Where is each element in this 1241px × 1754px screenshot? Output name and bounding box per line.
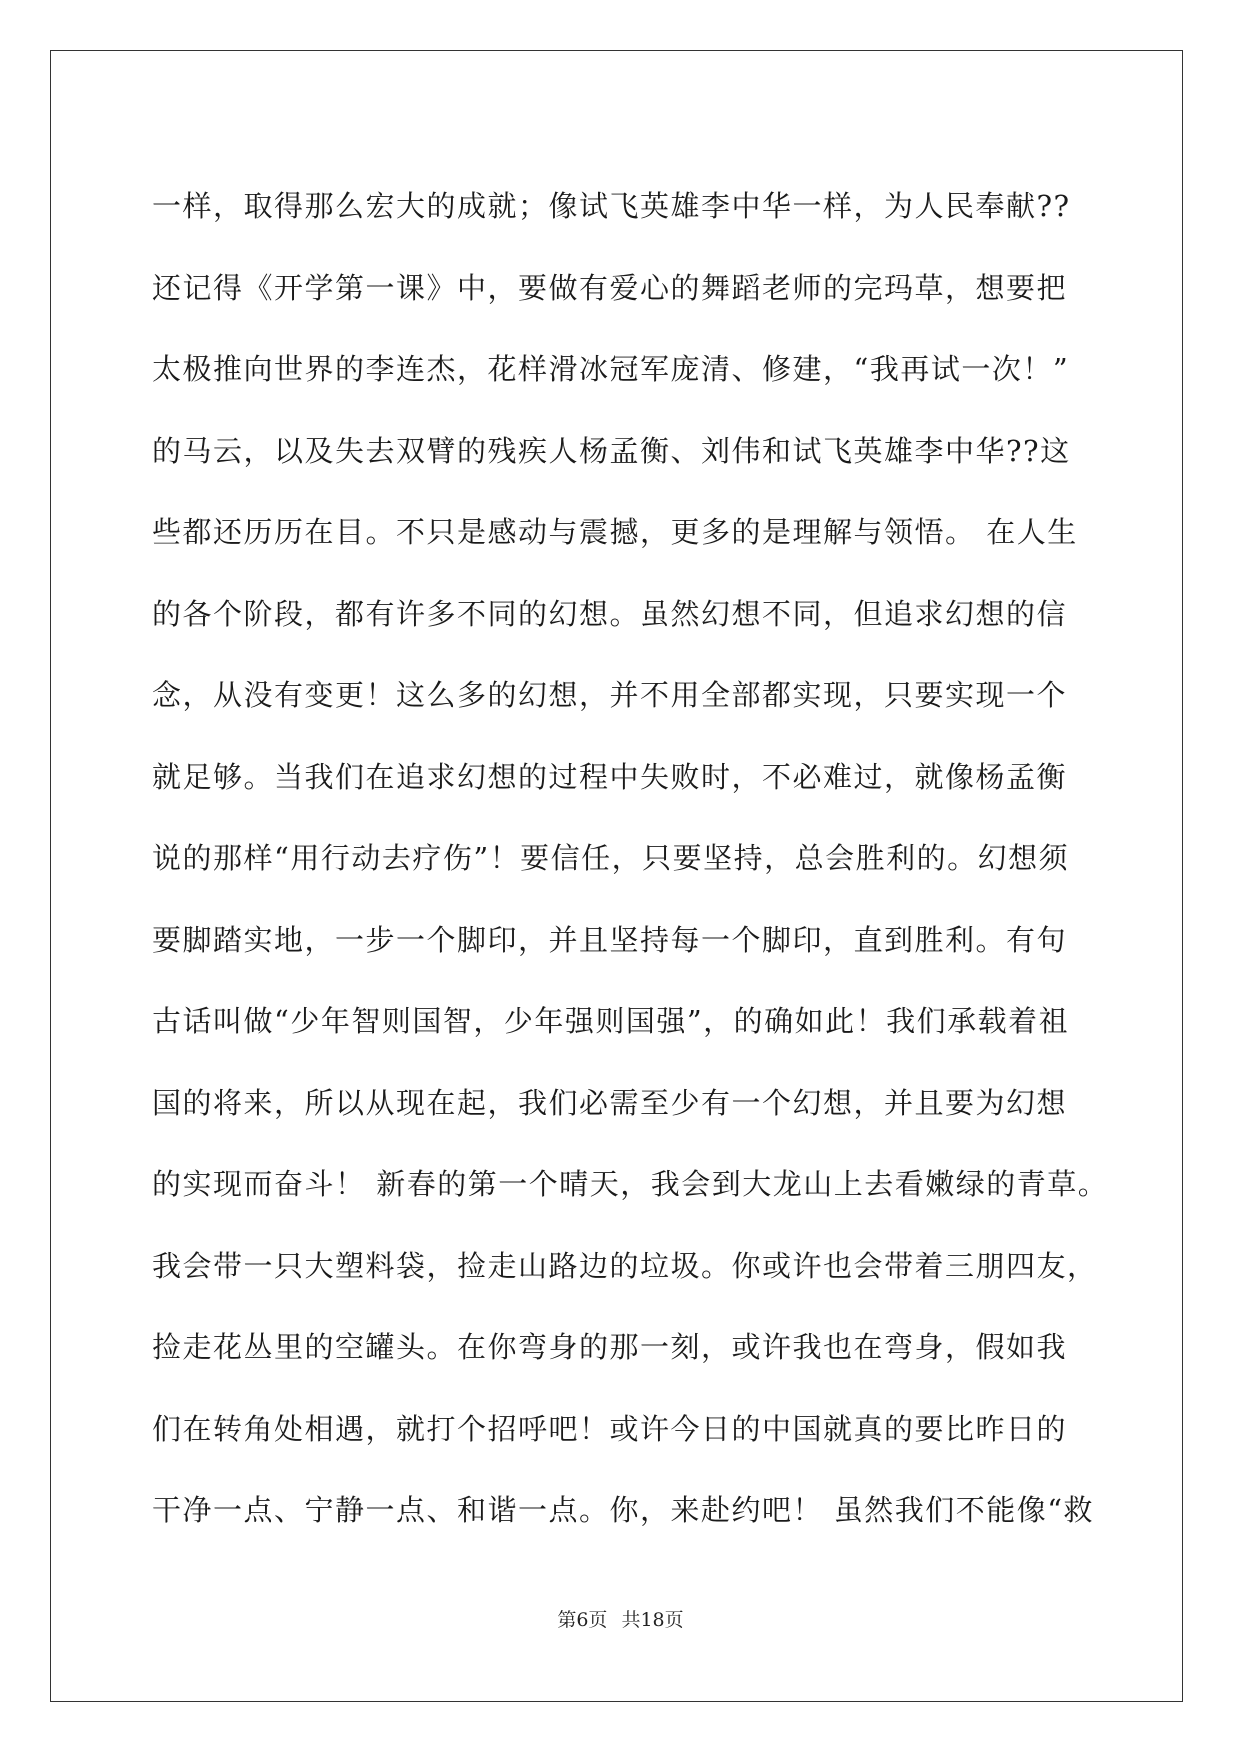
text-line-12: 国的将来，所以从现在起，我们必需至少有一个幻想，并且要为幻想 xyxy=(152,1085,1068,1120)
text-line-5: 些都还历历在目。不只是感动与震撼，更多的是理解与领悟。 在人生 xyxy=(152,515,1078,549)
text-line-15: 捡走花丛里的空罐头。在你弯身的那一刻，或许我也在弯身，假如我 xyxy=(152,1330,1068,1364)
text-line-4: 的马云，以及失去双臂的残疾人杨孟衡、刘伟和试飞英雄李中华??这 xyxy=(152,433,1071,468)
text-line-14: 我会带一只大塑料袋，捡走山路边的垃圾。你或许也会带着三朋四友， xyxy=(152,1248,1098,1283)
document-body xyxy=(152,166,1109,1552)
text-line-10: 要脚踏实地，一步一个脚印，并且坚持每一个脚印，直到胜利。有句 xyxy=(152,922,1068,957)
text-line-11: 古话叫做“少年智则国智，少年强则国强”，的确如此！我们承载着祖 xyxy=(152,1004,1070,1038)
text-line-1: 一样，取得那么宏大的成就；像试飞英雄李中华一样，为人民奉献?? xyxy=(152,189,1071,223)
text-line-2: 还记得《开学第一课》中，要做有爱心的舞蹈老师的完玛草，想要把 xyxy=(152,270,1068,305)
text-line-17: 干净一点、宁静一点、和谐一点。你，来赴约吧！ 虽然我们不能像“救 xyxy=(152,1493,1095,1527)
text-line-3: 太极推向世界的李连杰，花样滑冰冠军庞清、修建，“我再试一次！” xyxy=(152,352,1070,386)
page-footer xyxy=(0,1605,1241,1632)
text-line-7: 念，从没有变更！这么多的幻想，并不用全部都实现，只要实现一个 xyxy=(152,678,1068,712)
page-total: 共18页 xyxy=(621,1609,684,1631)
page-number: 第6页 xyxy=(557,1609,608,1631)
text-line-13: 的实现而奋斗！ 新春的第一个晴天，我会到大龙山上去看嫩绿的青草。 xyxy=(152,1167,1109,1201)
text-line-9: 说的那样“用行动去疗伤”！要信任，只要坚持，总会胜利的。幻想须 xyxy=(152,841,1070,875)
text-line-6: 的各个阶段，都有许多不同的幻想。虽然幻想不同，但追求幻想的信 xyxy=(152,596,1068,631)
text-line-8: 就足够。当我们在追求幻想的过程中失败时，不必难过，就像杨孟衡 xyxy=(152,759,1068,794)
text-line-16: 们在转角处相遇，就打个招呼吧！或许今日的中国就真的要比昨日的 xyxy=(152,1411,1068,1446)
